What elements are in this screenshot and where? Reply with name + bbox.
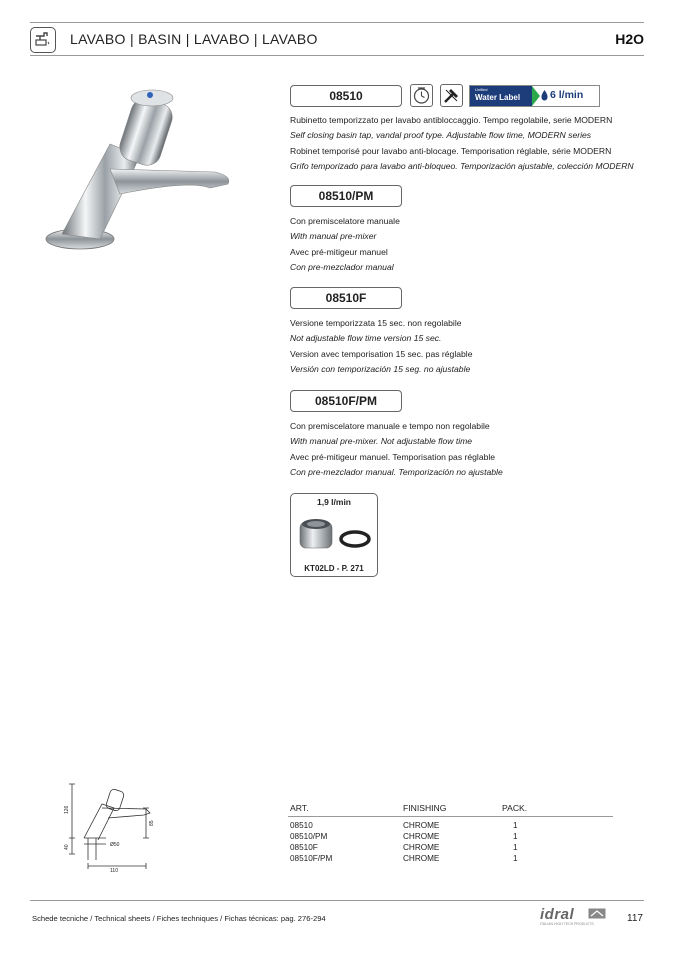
table-row-1-art: 08510 [290, 821, 313, 830]
dim-height-total: 126 [64, 805, 70, 814]
table-header-art: ART. [290, 803, 309, 813]
desc-line-es: Grifo temporizado para lavabo anti-bloqueo. Temporización ajustable, colección MODERN [290, 161, 634, 172]
desc-line-en: Not adjustable flow time version 15 sec. [290, 333, 442, 344]
table-row-3-art: 08510F [290, 843, 318, 852]
kit-reference: KT02LD - P. 271 [304, 564, 364, 573]
table-row-1-pack: 1 [513, 821, 518, 830]
product-photo-tap [40, 84, 240, 259]
tap-category-icon [30, 27, 56, 53]
table-row-1-finishing: CHROME [403, 821, 440, 830]
product-code-08510-pm: 08510/PM [290, 185, 402, 207]
table-row-4-art: 08510F/PM [290, 854, 333, 863]
brand-logo: idral [540, 906, 575, 923]
water-label-text: Water Label [475, 93, 521, 102]
product-code-08510f: 08510F [290, 287, 402, 309]
table-header-pack: PACK. [502, 803, 528, 813]
brand-logo-mark-icon [588, 908, 606, 919]
kit-flow: 1,9 l/min [316, 497, 351, 507]
desc-line-es: Versión con temporización 15 seg. no ajustable [290, 364, 471, 375]
table-row-3-finishing: CHROME [403, 843, 440, 852]
dim-width: 110 [110, 868, 118, 873]
table-header-finishing: FINISHING [403, 803, 447, 813]
dim-height-spout: 85 [149, 820, 155, 826]
desc-line-it: Con premiscelatore manuale e tempo non regolabile [290, 421, 490, 431]
desc-line-es: Con pre-mezclador manual [290, 262, 394, 273]
water-label-badge [469, 85, 600, 107]
table-header-rule [288, 816, 613, 817]
product-08510-description [290, 113, 634, 175]
page-number: 117 [627, 913, 643, 924]
brand-tagline: ITALIAN HIGH TECH PRODUCTS [540, 922, 594, 926]
desc-line-en: With manual pre-mixer. Not adjustable flow time [290, 436, 473, 447]
header-bottom-rule [30, 55, 644, 56]
table-row-2-art: 08510/PM [290, 832, 328, 841]
vandal-proof-icon [440, 84, 463, 107]
section-title: LAVABO | BASIN | LAVABO | LAVABO [70, 31, 318, 47]
aerator-kit-box [290, 493, 378, 577]
timer-icon [410, 84, 433, 107]
dim-height-base: 40 [64, 844, 70, 850]
desc-line-en: With manual pre-mixer [290, 231, 377, 242]
desc-line-fr: Avec pré-mitigeur manuel. Temporisation pas réglable [290, 451, 496, 462]
water-label-small: Unified [475, 87, 488, 92]
water-label-flow: 6 l/min [550, 89, 584, 101]
product-code-08510f-pm: 08510F/PM [290, 390, 402, 412]
water-label-arrow [532, 86, 540, 106]
desc-line-it: Versione temporizzata 15 sec. non regolabile [290, 318, 462, 328]
desc-line-en: Self closing basin tap, vandal proof type. Adjustable flow time, MODERN series [290, 130, 592, 141]
table-row-2-pack: 1 [513, 832, 518, 841]
h2o-label: H2O [615, 31, 644, 47]
desc-line-it: Rubinetto temporizzato per lavabo antibloccaggio. Tempo regolabile, serie MODERN [290, 115, 613, 125]
table-row-3-pack: 1 [513, 843, 518, 852]
desc-line-es: Con pre-mezclador manual. Temporización no ajustable [290, 467, 503, 478]
desc-line-fr: Avec pré-mitigeur manuel [290, 246, 388, 257]
desc-line-fr: Robinet temporisé pour lavabo anti-blocage. Temporisation réglable, série MODERN [290, 145, 612, 156]
footer-rule [30, 900, 644, 901]
table-row-4-pack: 1 [513, 854, 518, 863]
water-drop-icon [541, 90, 548, 101]
product-08510f-pm-description [290, 419, 503, 481]
desc-line-it: Con premiscelatore manuale [290, 216, 400, 226]
aerator-photo [297, 516, 373, 556]
table-row-2-finishing: CHROME [403, 832, 440, 841]
product-code-08510: 08510 [290, 85, 402, 107]
dim-diameter: Ø50 [110, 842, 120, 848]
footer-reference: Schede tecniche / Technical sheets / Fiches techniques / Fichas técnicas: pag. 276-294 [32, 914, 326, 923]
product-08510f-description [290, 316, 472, 378]
header-top-rule [30, 22, 644, 23]
desc-line-fr: Version avec temporisation 15 sec. pas réglable [290, 348, 473, 359]
table-row-4-finishing: CHROME [403, 854, 440, 863]
product-08510-pm-description [290, 214, 400, 276]
technical-drawing [58, 778, 168, 873]
